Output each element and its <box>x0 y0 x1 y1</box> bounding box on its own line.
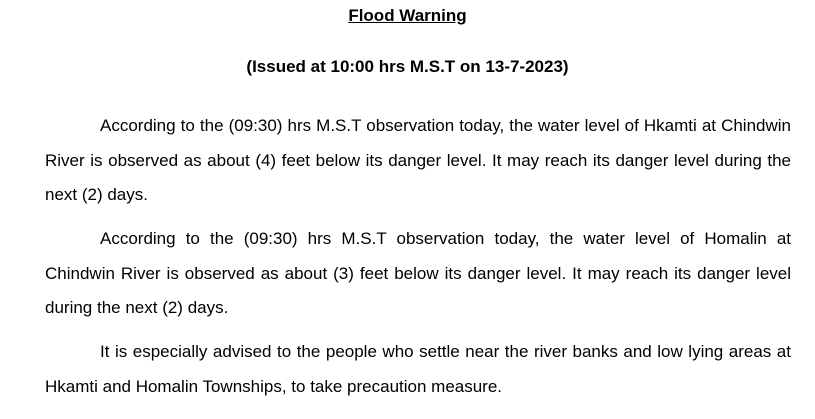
paragraph-advisory: It is especially advised to the people who settle near the river banks and low lying areas at Hkamti and Homalin Townships, to take precaution measure. <box>45 342 791 396</box>
paragraph-homalin: According to the (09:30) hrs M.S.T observation today, the water level of Homalin at Chindwin River is observed as about (3) feet below its danger level. It may reach its danger level during the next (2) days. <box>45 229 791 317</box>
issued-time: (Issued at 10:00 hrs M.S.T on 13-7-2023) <box>246 57 569 76</box>
paragraph-hkamti: According to the (09:30) hrs M.S.T observation today, the water level of Hkamti at Chindwin River is observed as about (4) feet below its danger level. It may reach its danger level during the next (2) days. <box>45 116 791 204</box>
document-title: Flood Warning <box>348 6 467 25</box>
